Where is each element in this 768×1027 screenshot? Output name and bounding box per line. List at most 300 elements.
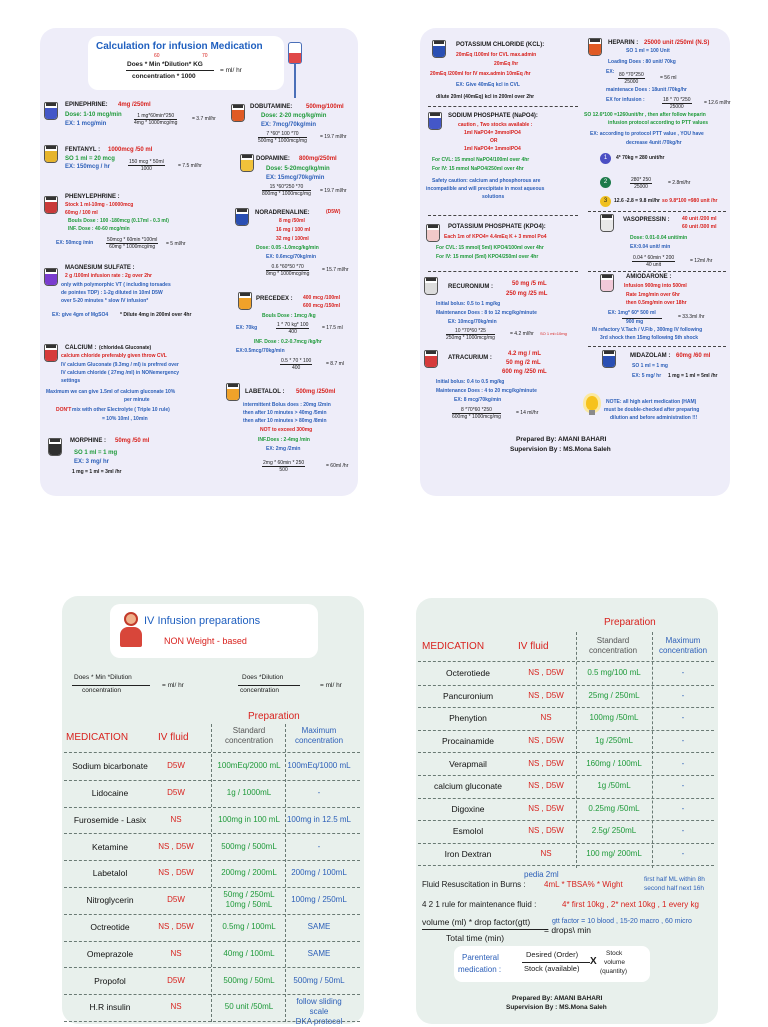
fraction-den: 25000 [624, 79, 639, 85]
fentanyl-result: = 7.5 ml/hr [178, 163, 202, 169]
table-row-divider [64, 860, 360, 861]
phenylephrine-line: 60mg / 100 ml [65, 210, 98, 216]
parenteral-x: X [590, 956, 597, 967]
fentanyl-line: SO 1 ml = 20 mcg [65, 156, 115, 162]
note-line: NOTE: all high alert medication (HAM) [606, 399, 697, 405]
header-divider [418, 661, 714, 662]
parenteral-stock: Stock [606, 950, 623, 957]
napo4-line: caution , Two stocks available : [458, 122, 533, 128]
magnesium-line: over 5-20 minutes * slow IV infusion* [61, 298, 149, 304]
heparin-step: 12.6 -2.8 = 9.8 ml/hr [614, 198, 660, 204]
noradrenaline-flask-icon [235, 208, 249, 226]
calcium-line: mix with other Electrolyte ( Triple 10 rule) [72, 407, 170, 413]
non-weight-card [62, 596, 364, 1027]
atracurium-conc: 600 mg /250 mL [502, 369, 547, 375]
table-cell-fluid: NS , D5W [528, 803, 564, 813]
table-cell-max: follow sliding scale DKA protocol [295, 997, 343, 1027]
table-cell-med: Propofol [94, 975, 126, 986]
fentanyl-name: FENTANYL : [65, 147, 101, 153]
fraction-den: 60mg * 1000mcg/mg [109, 244, 156, 250]
heparin-step: 4* 70kg = 280 unit/hr [616, 155, 665, 161]
precedex-line: INF. Dose : 0.2-0.7mcg /kg/hr [254, 339, 322, 345]
dopamine-fraction [262, 184, 311, 197]
col-medication: MEDICATION [66, 732, 129, 743]
recuronium-result: = 4.2 ml/hr [510, 331, 534, 337]
table-cell-std: 0.25mg /50mL [588, 803, 640, 813]
table-row-divider [64, 1021, 360, 1022]
recuronium-line: Maintenance Does : 8 to 12 mcg/kg/minute [436, 310, 537, 316]
precedex-fraction [280, 358, 312, 371]
formula2-res: = ml/ hr [320, 682, 342, 689]
table-cell-med: Lidocaine [91, 788, 129, 798]
kcl-flask-icon [432, 40, 446, 58]
divider [588, 211, 726, 212]
midazolam-name: MIDAZOLAM : [630, 353, 671, 359]
table-cell-med: Ketamine [92, 841, 128, 852]
divider [588, 271, 726, 272]
formula-result: = ml/ hr [220, 67, 242, 74]
table-cell-fluid: NS [170, 948, 182, 958]
labetalol-name: LABETALOL : [245, 389, 285, 395]
table-cell-max: SAME [307, 948, 331, 958]
fraction-den: 25000 [634, 184, 648, 190]
table-cell-fluid: NS , D5W [158, 841, 194, 851]
heparin-line: Loading Does : 80 unit/ 70kg [608, 59, 676, 65]
dopamine-dose: Dose: 5-20mcg/kg/min [266, 166, 330, 172]
table-cell-fluid: NS [540, 713, 552, 723]
infusion-calc-card [40, 28, 358, 496]
morphine-conc: 50mg /50 ml [115, 438, 150, 444]
vasopressin-name: VASOPRESSIN : [623, 217, 670, 223]
drop-note: gtt factor = 10 blood , 15-20 macro , 60 micro [552, 918, 692, 925]
formula-numerator: Does * Min *Dilution* KG [127, 61, 203, 68]
col-standard: Standard concentration [224, 726, 274, 746]
table-cell-med: Sodium bicarbonate [72, 761, 148, 772]
atracurium-line: Maintenance Does : 4 to 20 mcg/kg/minute [436, 388, 537, 394]
calcium-line: IV calcium chloride ( 27mg /ml) in NONemergency [61, 370, 180, 376]
napo4-line: For IV: 15 mmol NaPO4/250ml over 4hr [432, 166, 524, 172]
phenylephrine-line: Bouls Dose : 100 -180mcg (0.17ml - 0.3 ml) [68, 218, 169, 224]
amiodarone-line: then 0.5mg/min over 18hr [626, 300, 687, 306]
fraction-den: 1000 [140, 166, 152, 172]
fraction-num: 0.04 * 60min * 200 [633, 255, 675, 261]
table-cell-fluid: NS , D5W [158, 922, 194, 931]
burns-note: first half ML within 8h [644, 876, 705, 883]
fraction-num: 0.5 * 70 * 100 [281, 358, 312, 364]
divider [428, 106, 578, 107]
noradrenaline-name: NORADRENALINE: [255, 210, 310, 216]
labetalol-line: INF.Does : 2-4mg /min [258, 437, 310, 443]
fraction-den: 600mg * 1000mcg/mg [452, 414, 501, 420]
epinephrine-name: EPINEPHRINE: [65, 102, 108, 108]
table-row-divider [64, 833, 360, 834]
calcium-flask-icon [44, 344, 58, 362]
electrolytes-card [420, 28, 730, 496]
heparin-result: = 56 ml [660, 75, 677, 81]
heparin-line: SO 12.6*100 =1260unit/hr , then after follow heparin [584, 112, 706, 118]
table-cell-max: - [317, 841, 321, 851]
prepared-by: Prepared By: AMANI BAHARI [512, 995, 603, 1002]
magnesium-line: de pointes TDP) : 1-2g diluted in 10ml D5W [61, 290, 163, 296]
supervision-by: Supervision By : MS.Mona Saleh [506, 1004, 607, 1011]
fentanyl-conc: 1000mcg /50 ml [108, 147, 153, 153]
heparin-line: infusion protocol according to PTT values [608, 120, 709, 126]
napo4-line: For CVL: 15 mmol NaPO4/100ml over 4hr [432, 157, 530, 163]
fraction-num: 150 mcg * 50ml [129, 159, 164, 165]
parenteral-label: Parenteral [462, 953, 499, 962]
heparin-ex: EX: [606, 69, 615, 75]
fraction-den: 400 [291, 365, 301, 371]
table-cell-fluid: NS , D5W [528, 690, 564, 700]
calcium-line: = 10% 10ml , 10min [102, 416, 148, 422]
epinephrine-result: = 3.7 ml/hr [192, 116, 216, 122]
kcl-line: 20mEq /200ml for IV max.admin 10mEq /hr [430, 71, 531, 77]
drop-bar [422, 929, 548, 930]
fraction-num: 280* 250 [631, 177, 652, 183]
vasopressin-conc: 60 unit /300 ml [682, 224, 717, 230]
iv-line [294, 64, 296, 98]
table-cell-std: 25mg / 250mL [588, 690, 640, 700]
fraction-num: 15 *60*250 *70 [262, 184, 311, 191]
calcium-sub: (chloride& Gluconate) [99, 345, 152, 351]
table-cell-med: Procainamide [442, 735, 494, 746]
table-cell-med: Octreotide [90, 922, 130, 932]
atracurium-line: Initial bolus: 0.4 to 0.5 mg/kg [436, 379, 505, 385]
table-cell-max: 100mEq/1000 mL [287, 761, 351, 771]
formula1-num: Does * Min *Dilution [74, 674, 132, 681]
dobutamine-conc: 500mg/100ml [306, 104, 344, 110]
precedex-result: = 17.5 ml [322, 325, 343, 331]
col-iv-fluid: IV fluid [158, 732, 189, 743]
precedex-line: Bouls Dose : 1mcg /kg [262, 313, 316, 319]
fraction-num: 0.6 *60*50 *70 [266, 264, 309, 271]
napo4-name: SODIUM PHOSPHATE (NaPO4): [448, 113, 538, 119]
vasopressin-conc: 40 unit /200 ml [682, 216, 717, 222]
heparin-line: SO 1 ml = 100 Unit [626, 48, 670, 54]
col-maximum: Maximum concentration [294, 726, 344, 746]
table-cell-max: - [681, 803, 685, 813]
card1-title: Calculation for infusion Medication [96, 41, 263, 52]
step-3-badge: 3 [600, 196, 611, 207]
table-cell-std: 50mg / 250mL 10mg / 50mL [223, 890, 275, 909]
atracurium-conc: 4.2 mg / mL [508, 351, 542, 357]
recuronium-ex: EX: 10mcg/70kg/min [448, 319, 497, 325]
napo4-line: 1ml NaPO4= 1mmolPO4 [464, 146, 521, 152]
table-cell-std: 160mg / 100mL [586, 758, 642, 768]
recuronium-line: Initial bolus: 0.5 to 1 mg/kg [436, 301, 501, 307]
preparation-heading: Preparation [248, 711, 300, 722]
calcium-line: Maximum we can give 1.5ml of calcium gluconate 10% [46, 389, 176, 395]
table-cell-med: Nitroglycerin [86, 895, 134, 906]
noradrenaline-tag: (D5W) [326, 209, 341, 215]
napo4-line: solutions [482, 194, 505, 200]
amiodarone-line: 3rd shock then 15mg following 5th shock [600, 335, 699, 341]
table-row-divider [64, 887, 360, 888]
labetalol-line: then after 10 minutes > 40mg /5min [243, 410, 327, 416]
fraction-num: 8 *70*60 *250 [452, 407, 501, 414]
dobutamine-result: = 19.7 ml/hr [320, 134, 347, 140]
dobutamine-fraction [258, 131, 307, 144]
col-iv-fluid: IV fluid [518, 641, 549, 652]
calcium-line: calcium chloride preferably given throw CVL [61, 353, 167, 359]
drop-den: Total time (min) [446, 933, 505, 943]
midazolam-line: 1 mg = 1 ml = 5ml /hr [668, 373, 718, 379]
morphine-ex: EX: 3 mg/ hr [74, 459, 110, 465]
table-cell-std: 1g /250mL [595, 735, 633, 745]
heparin-name: HEPARIN : [608, 40, 639, 46]
formula1-res: = ml/ hr [162, 682, 184, 689]
continuous-card [416, 598, 718, 1024]
rule-formula: 4* first 10kg , 2* next 10kg , 1 every kg [562, 900, 699, 909]
card3-subtitle: NON Weight - based [164, 636, 247, 646]
table-cell-fluid: NS [170, 814, 182, 824]
table-cell-fluid: NS , D5W [158, 868, 194, 878]
magnesium-name: MAGNESIUM SULFATE : [65, 265, 135, 271]
formula1-bar [72, 685, 150, 686]
drop-res: = drops\ min [544, 925, 592, 935]
table-cell-fluid: D5W [167, 761, 185, 771]
table-cell-max: - [681, 735, 685, 745]
fentanyl-flask-icon [44, 145, 58, 163]
table-cell-fluid: D5W [167, 975, 185, 985]
table-cell-std: 100 mg/ 200mL [586, 848, 642, 858]
divider [428, 271, 578, 272]
amiodarone-flask-icon [600, 274, 614, 292]
table-cell-std: 1g / 1000mL [226, 788, 272, 797]
calcium-line: IV calcium Gluconate (9.3mg / ml) is prefrred over [61, 362, 179, 368]
table-row-divider [418, 685, 714, 686]
table-row-divider [418, 752, 714, 753]
dopamine-conc: 800mg/250ml [299, 156, 337, 162]
labetalol-conc: 500mg /250ml [296, 389, 336, 395]
table-cell-std: 500mg / 500mL [221, 841, 277, 851]
vasopressin-fraction [632, 255, 675, 268]
phenylephrine-line: Stock 1 ml-10mg - 10000mcg [65, 202, 134, 208]
calcium-line: per minute [124, 397, 150, 403]
epinephrine-ex: EX: 1 mcg/min [65, 121, 107, 127]
formula-denominator: concentration * 1000 [132, 73, 196, 80]
fraction-num: 1 mg*60min*250 [134, 113, 177, 120]
dobutamine-ex: EX: 7mcg/70kg/min [261, 122, 317, 128]
table-row-divider [64, 967, 360, 968]
napo4-line: OR [490, 138, 498, 144]
precedex-result: = 8.7 ml [326, 361, 344, 367]
heparin-fraction [618, 72, 645, 85]
table-cell-std: 200mg / 200mL [221, 868, 277, 878]
precedex-line: 400 mcg /100ml [303, 295, 340, 301]
table-cell-max: SAME [307, 922, 331, 931]
amiodarone-result: = 33.3ml /hr [678, 314, 705, 320]
recuronium-tag: SO 1 ml=10mg [540, 331, 567, 336]
fraction-num: 50mcg * 60min *100ml [107, 237, 158, 243]
table-cell-fluid: NS , D5W [528, 758, 564, 768]
morphine-flask-icon [48, 438, 62, 456]
table-cell-max: - [681, 826, 685, 836]
prepared-by: Prepared By: AMANI BAHARI [516, 436, 607, 443]
amiodarone-line: Rate 1mg/min over 6hr [626, 292, 680, 298]
kpo4-line: Each 1m of KPO4= 4.4mEq K + 3 mmol Po4 [444, 234, 547, 240]
recuronium-conc: 250 mg /25 mL [506, 291, 548, 297]
calcium-name: CALCIUM : [65, 345, 97, 351]
atracurium-name: ATRACURIUM : [448, 355, 492, 361]
parenteral-stock: (quantity) [600, 968, 628, 975]
dopamine-ex: EX: 15mcg/70kg/min [266, 175, 325, 181]
table-cell-std: 100mEq/2000 mL [217, 761, 281, 771]
epinephrine-dose: Dose: 1-10 mcg/min [65, 112, 122, 118]
amiodarone-line: IN refactory V.Tach / V.Fib , 300mg IV following [592, 327, 703, 333]
precedex-line: 600 mcg /150ml [303, 303, 340, 309]
kcl-ex: EX: Give 40mEq kcl in CVL [456, 82, 520, 88]
table-cell-fluid: NS [170, 1002, 182, 1012]
lightbulb-base [589, 410, 595, 415]
labetalol-line: then after 10 minutes > 80mg /8min [243, 418, 327, 424]
table-row-divider [64, 780, 360, 781]
header-divider [64, 752, 360, 753]
fraction-den: 40 unit [646, 262, 662, 268]
amiodarone-den: 900 mg [626, 319, 644, 325]
table-cell-std: 100mg /50mL [589, 713, 639, 723]
fraction-num: 10 *70*60 *25 [446, 328, 495, 335]
table-cell-fluid: NS [540, 848, 552, 858]
table-cell-std: 50 unit /50mL [224, 1002, 274, 1012]
calcium-line: settings [61, 378, 81, 384]
labetalol-line: NOT to exceed 300mg [260, 427, 313, 433]
heparin-ex: EX for infusion : [606, 97, 645, 103]
napo4-line: 1ml NaPO4= 3mmolPO4 [464, 130, 521, 136]
heparin-flask-icon [588, 38, 602, 56]
kpo4-flask-icon [426, 224, 440, 242]
midazolam-flask-icon [602, 350, 616, 368]
phenylephrine-flask-icon [44, 196, 58, 214]
table-cell-fluid: D5W [167, 788, 185, 797]
epinephrine-fraction [134, 113, 177, 126]
fraction-den: 800mg * 1000mcg/mg [262, 191, 311, 197]
formula-label: 60 [154, 53, 160, 59]
table-cell-max: - [681, 690, 685, 700]
kcl-line: 20mEq /100ml for CVL max.admin [456, 52, 537, 58]
morphine-line: 1 mg = 1 ml = 3ml /hr [72, 469, 122, 475]
table-cell-std: 0.5 mg/100 mL [587, 668, 641, 678]
heparin-step-result: = 2.8ml/hr [668, 180, 691, 186]
table-row-divider [418, 865, 714, 866]
table-cell-max: - [681, 713, 685, 723]
table-cell-med: Esmolol [452, 826, 484, 837]
atracurium-ex: EX: 8 mcg/70kg/min [454, 397, 502, 403]
col-medication: MEDICATION [422, 641, 485, 652]
atracurium-result: = 14 ml/hr [516, 410, 539, 416]
magnesium-flask-icon [44, 268, 58, 286]
labetalol-fraction [262, 460, 305, 473]
pedia-note: pedia 2ml [524, 870, 559, 879]
midazolam-line: SO 1 ml = 1 mg [632, 363, 668, 369]
table-cell-fluid: NS , D5W [528, 781, 564, 791]
table-cell-fluid: NS , D5W [528, 735, 564, 745]
heparin-result: = 12.6 ml/hr [704, 100, 731, 106]
table-row-divider [418, 843, 714, 844]
fraction-num: 2mg * 60min * 250 [263, 460, 305, 466]
calcium-dont: DON'T [56, 407, 72, 413]
table-cell-max: - [681, 758, 685, 768]
table-cell-max: - [317, 788, 321, 797]
table-row-divider [418, 820, 714, 821]
burns-note: second half next 16h [644, 885, 704, 892]
vasopressin-ex: EX:0.04 unit/ min [630, 244, 671, 250]
preparation-heading: Preparation [604, 617, 656, 628]
fraction-den: 4mg * 1000mcg/mg [134, 120, 178, 126]
labetalol-ex: EX: 2mg /2min [266, 446, 301, 452]
kcl-line: dilute 20ml (40mEq) kcl in 200ml over 2hr [436, 94, 535, 100]
precedex-name: PRECEDEX : [256, 296, 293, 302]
table-cell-med: Digoxine [451, 803, 485, 814]
fraction-num: 1 * 70 kg* 100 [277, 322, 309, 328]
fraction-den: 400 [288, 329, 297, 335]
step-2-badge: 2 [600, 177, 611, 188]
parenteral-stock: volume [604, 959, 625, 966]
formula1-den: concentration [82, 687, 122, 694]
table-row-divider [418, 798, 714, 799]
table-cell-med: Pancuronium [442, 690, 494, 701]
fraction-den: 500 [279, 467, 288, 473]
phenylephrine-result: = 5 ml/hr [166, 241, 186, 247]
table-cell-max: - [681, 668, 685, 678]
heparin-step: so 9.8*100 =980 unit /hr [662, 198, 718, 204]
fentanyl-ex: EX: 150mcg / hr [65, 164, 111, 170]
amiodarone-line: Infusion 900mg into 500ml [624, 283, 687, 289]
table-cell-med: Labetalol [92, 868, 128, 879]
atracurium-flask-icon [424, 350, 438, 368]
table-cell-med: Furosemide - Lasix [73, 814, 147, 825]
magnesium-ex: EX: give 4gm of MgSO4 [52, 312, 109, 318]
atracurium-fraction [452, 407, 501, 420]
table-cell-max: 100mg in 12.5 mL [286, 814, 352, 824]
labetalol-flask-icon [226, 383, 240, 401]
formula-label: 70 [202, 53, 208, 59]
fraction-num: 80 *70*250 [619, 72, 644, 78]
recuronium-fraction [446, 328, 495, 341]
dopamine-name: DOPAMINE: [256, 156, 290, 162]
fraction-den: 250mg * 1000mcg/mg [446, 335, 495, 341]
morphine-line: SO 1 ml = 1 mg [74, 450, 118, 456]
heparin-fraction [662, 97, 692, 110]
heparin-conc: 25000 unit /250ml (N.S) [644, 40, 710, 46]
divider [588, 346, 726, 347]
vasopressin-dose: Dose: 0.01-0.04 unit/min [630, 235, 688, 241]
parenteral-num: Desired (Order) [526, 950, 579, 959]
table-row-divider [64, 807, 360, 808]
step-1-badge: 1 [600, 153, 611, 164]
table-cell-max: 100mg / 250mL [291, 895, 347, 905]
drop-num: volume (ml) * drop factor(gtt) [422, 917, 531, 927]
dopamine-result: = 19.7 ml/hr [320, 188, 347, 194]
fraction-num: 7 *60* 100 *70 [258, 131, 307, 138]
amiodarone-name: AMIODARONE : [626, 274, 672, 280]
table-cell-med: calcium gluconate [433, 781, 503, 792]
magnesium-line: only with polymorphic VT ( including torsades [61, 282, 171, 288]
note-line: dilution and before administration !!! [610, 415, 698, 421]
fraction-den: 500mg * 1000mcg/mg [258, 138, 307, 144]
table-cell-std: 1g /50mL [597, 781, 631, 791]
lightbulb-icon [586, 396, 598, 410]
col-maximum: Maximum concentration [658, 636, 708, 656]
napo4-flask-icon [428, 112, 442, 130]
table-cell-med: H.R insulin [89, 1002, 131, 1013]
precedex-ex: EX: 70kg [236, 325, 258, 331]
fraction-num: 18 * 70 *250 [663, 97, 691, 103]
table-row-divider [418, 775, 714, 776]
formula2-den: concentration [240, 687, 280, 694]
divider [428, 215, 578, 216]
noradrenaline-fraction [266, 264, 309, 277]
